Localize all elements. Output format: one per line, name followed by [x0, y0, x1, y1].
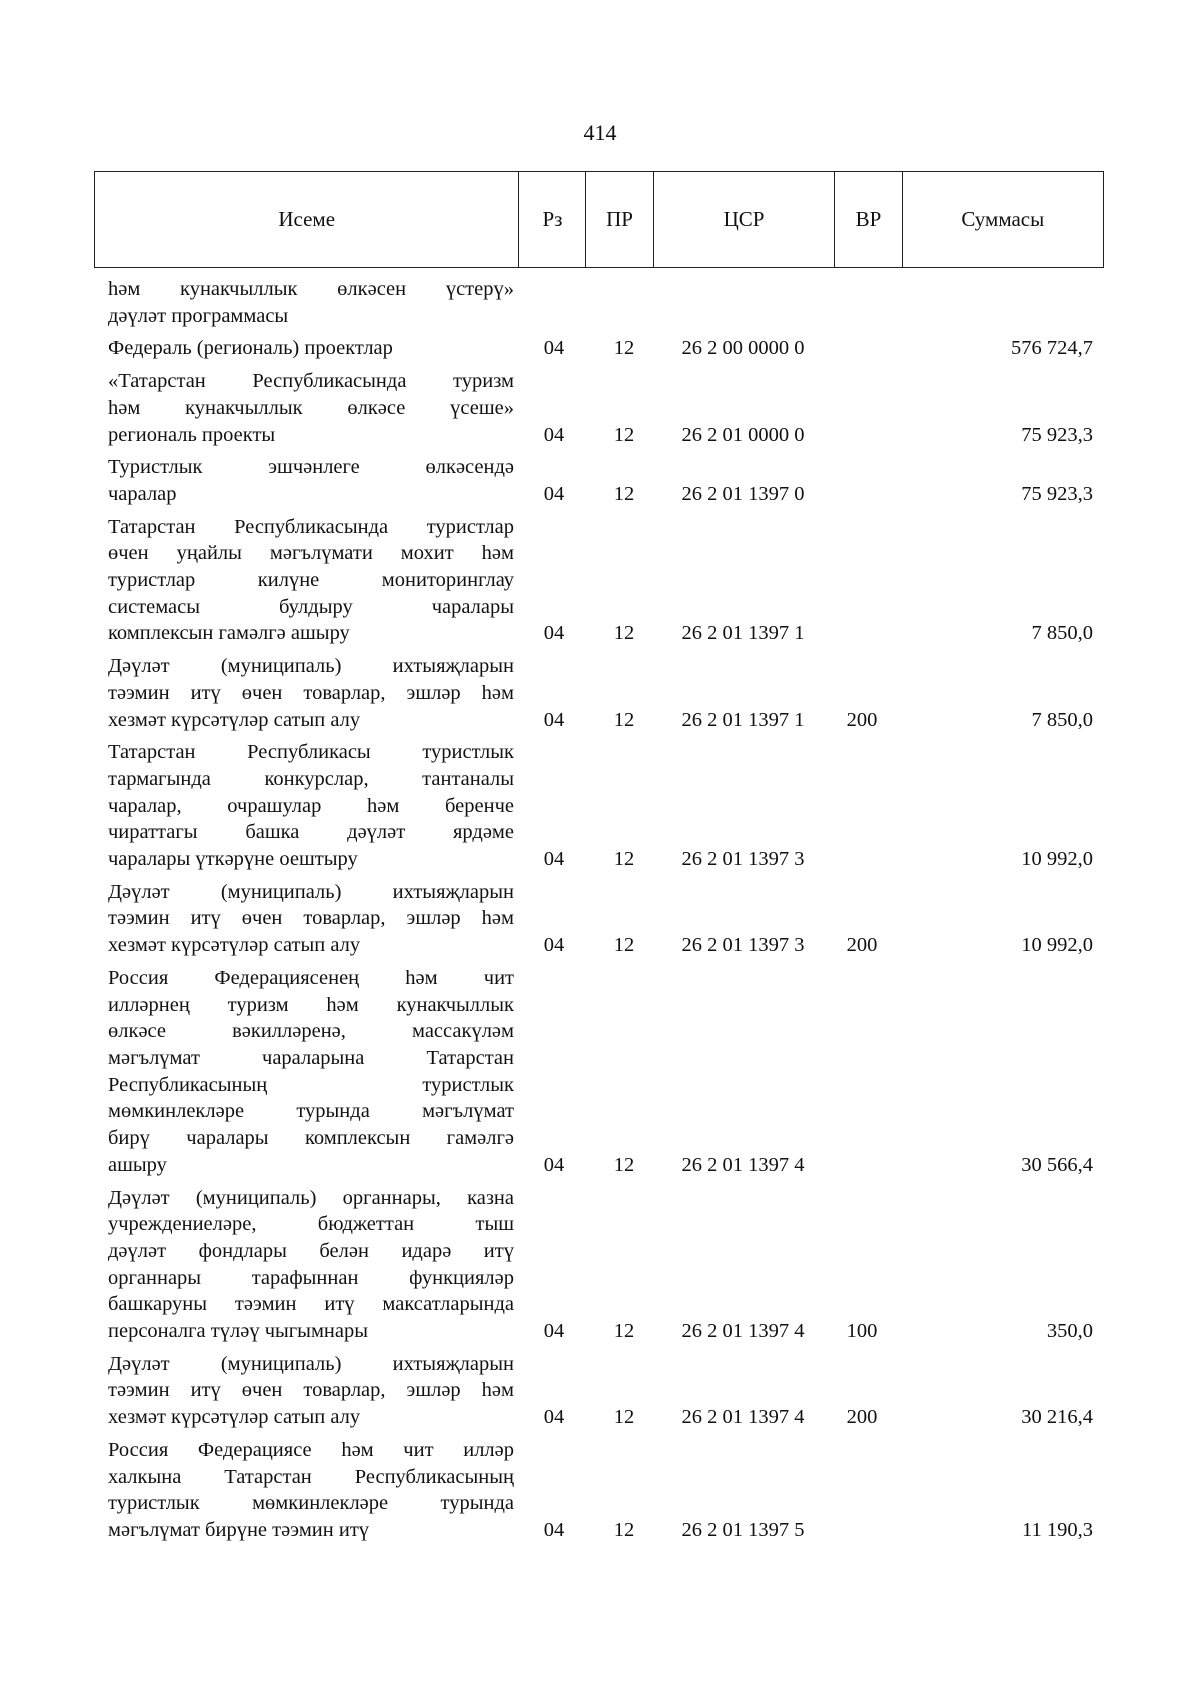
row-name-line: Россия Федерациясенең һәм чит — [108, 966, 514, 989]
row-name — [108, 653, 514, 733]
row-csr: 26 2 01 1397 4 — [681, 1406, 805, 1429]
row-sum: 75 923,3 — [1021, 482, 1093, 505]
row-name-line: Россия Федерациясе һәм чит илләр — [108, 1438, 514, 1461]
table-header — [94, 171, 1104, 268]
column-header-vr: ВР — [835, 172, 902, 268]
row-name-line: һәм кунакчыллык өлкәсен үстерү» — [108, 278, 514, 300]
row-name-line: өлкәсе вәкилләренә, массакүләм — [108, 1020, 514, 1043]
table-row — [108, 276, 1093, 329]
row-name-line: Дәүләт (муниципаль) органнары, казна — [108, 1186, 514, 1209]
row-name-line: өчен уңайлы мәгълүмати мохит һәм — [108, 542, 514, 565]
row-csr: 26 2 01 1397 4 — [681, 1320, 805, 1343]
row-name-line: Республикасының туристлык — [108, 1073, 514, 1096]
row-name-line: тәэмин итү өчен товарлар, эшләр һәм — [108, 681, 514, 704]
table-row — [108, 454, 1093, 507]
column-header-name: Исеме — [95, 172, 519, 268]
row-sum: 350,0 — [1046, 1320, 1093, 1343]
row-pr: 12 — [613, 1406, 635, 1429]
row-name-line: хезмәт күрсәтүләр сатып алу — [108, 708, 361, 731]
row-csr: 26 2 01 1397 1 — [681, 708, 805, 731]
table-row — [108, 1437, 1093, 1544]
table-row — [108, 739, 1093, 873]
row-name-line: Татарстан Республикасында туристлар — [108, 515, 514, 538]
row-name-line: Дәүләт (муниципаль) ихтыяҗларын — [108, 880, 514, 903]
row-name-line: Дәүләт (муниципаль) ихтыяҗларын — [108, 655, 514, 678]
row-name-line: туристлык мөмкинлекләре турында — [108, 1492, 514, 1515]
row-sum: 30 216,4 — [1021, 1406, 1093, 1429]
row-name — [108, 1351, 514, 1431]
row-rz: 04 — [543, 708, 565, 731]
row-name-line: чираттагы башка дәүләт ярдәме — [108, 821, 514, 844]
table-row — [108, 335, 1093, 362]
row-name-line: региональ проекты — [108, 423, 276, 446]
row-rz: 04 — [543, 1320, 565, 1343]
row-name-line: чаралар — [108, 482, 177, 505]
table-row — [108, 368, 1093, 448]
row-pr: 12 — [613, 848, 635, 871]
row-name-line: хезмәт күрсәтүләр сатып алу — [108, 1406, 361, 1429]
row-pr: 12 — [613, 482, 635, 505]
row-csr: 26 2 00 0000 0 — [681, 337, 805, 360]
row-csr: 26 2 01 1397 4 — [681, 1153, 805, 1176]
row-name-line: мөмкинлекләре турында мәгълүмат — [108, 1100, 514, 1123]
row-name-line: комплексын гамәлгә ашыру — [108, 622, 350, 645]
row-name-line: тәэмин итү өчен товарлар, эшләр һәм — [108, 1379, 514, 1402]
row-name-line: дәүләт фондлары белән идарә итү — [108, 1239, 514, 1262]
row-rz: 04 — [543, 482, 565, 505]
row-name — [108, 739, 514, 873]
column-header-csr: ЦСР — [653, 172, 835, 268]
row-name-line: мәгълүмат бирүне тәэмин итү — [108, 1518, 370, 1541]
row-name — [108, 965, 514, 1179]
row-sum: 7 850,0 — [1031, 708, 1093, 731]
row-name-line: чаралар, очрашулар һәм беренче — [108, 794, 514, 817]
row-vr: 200 — [846, 1406, 878, 1429]
column-header-sum: Суммасы — [902, 172, 1103, 268]
row-name-line: чаралары үткәрүне оештыру — [108, 848, 358, 871]
row-name — [108, 368, 514, 448]
row-csr: 26 2 01 1397 0 — [681, 482, 805, 505]
row-name-line: Дәүләт (муниципаль) ихтыяҗларын — [108, 1352, 514, 1375]
table-row — [108, 653, 1093, 733]
column-header-pr: ПР — [586, 172, 653, 268]
row-pr: 12 — [613, 1518, 635, 1541]
row-name-line: һәм кунакчыллык өлкәсе үсеше» — [108, 396, 514, 419]
row-name-line: тармагында конкурслар, тантаналы — [108, 767, 514, 790]
row-name-line: Татарстан Республикасы туристлык — [108, 741, 514, 764]
row-rz: 04 — [543, 1406, 565, 1429]
row-rz: 04 — [543, 423, 565, 446]
row-name-line: органнары тарафыннан функцияләр — [108, 1266, 514, 1289]
table-row — [108, 1351, 1093, 1431]
row-rz: 04 — [543, 1518, 565, 1541]
row-vr: 200 — [846, 934, 878, 957]
row-rz: 04 — [543, 1153, 565, 1176]
row-sum: 30 566,4 — [1021, 1153, 1093, 1176]
row-name-line: Федераль (региональ) проектлар — [108, 337, 393, 360]
row-csr: 26 2 01 1397 3 — [681, 848, 805, 871]
row-name — [108, 1437, 514, 1544]
table-body — [108, 276, 1093, 1544]
row-name-line: башкаруны тәэмин итү максатларында — [108, 1293, 514, 1316]
row-sum: 11 190,3 — [1022, 1518, 1093, 1541]
row-name-line: системасы булдыру чаралары — [108, 595, 514, 618]
row-csr: 26 2 01 1397 5 — [681, 1518, 805, 1541]
row-name-line: учреждениеләре, бюджеттан тыш — [108, 1213, 514, 1236]
table-row — [108, 514, 1093, 648]
row-name-line: туристлар килүне мониторинглау — [108, 569, 514, 592]
row-csr: 26 2 01 1397 3 — [681, 934, 805, 957]
row-sum: 10 992,0 — [1021, 848, 1093, 871]
row-csr: 26 2 01 0000 0 — [681, 423, 805, 446]
row-name-line: Туристлык эшчәнлеге өлкәсендә — [108, 456, 514, 479]
row-name-line: «Татарстан Республикасында туризм — [108, 370, 514, 393]
row-name — [108, 1185, 514, 1345]
row-sum: 7 850,0 — [1031, 622, 1093, 645]
row-name — [108, 335, 514, 362]
table-row — [108, 1185, 1093, 1345]
row-pr: 12 — [613, 337, 635, 360]
page-number: 414 — [583, 120, 617, 145]
row-name-line: тәэмин итү өчен товарлар, эшләр һәм — [108, 907, 514, 930]
row-rz: 04 — [543, 848, 565, 871]
row-name-line: илләрнең туризм һәм кунакчыллык — [108, 993, 514, 1016]
row-vr: 200 — [846, 708, 878, 731]
row-vr: 100 — [846, 1320, 878, 1343]
row-csr: 26 2 01 1397 1 — [681, 622, 805, 645]
row-name-line: халкына Татарстан Республикасының — [108, 1465, 514, 1488]
row-name-line: мәгълүмат чараларына Татарстан — [108, 1046, 514, 1069]
row-rz: 04 — [543, 934, 565, 957]
row-pr: 12 — [613, 423, 635, 446]
row-pr: 12 — [613, 622, 635, 645]
row-name — [108, 454, 514, 507]
row-name-line: персоналга түләү чыгымнары — [108, 1320, 369, 1343]
row-name — [108, 276, 514, 329]
row-rz: 04 — [543, 622, 565, 645]
row-name-line: бирү чаралары комплексын гамәлгә — [108, 1127, 514, 1150]
row-sum: 75 923,3 — [1021, 423, 1093, 446]
row-name-line: ашыру — [108, 1153, 167, 1176]
row-pr: 12 — [613, 708, 635, 731]
row-sum: 10 992,0 — [1021, 934, 1093, 957]
row-pr: 12 — [613, 934, 635, 957]
row-name — [108, 514, 514, 648]
row-pr: 12 — [613, 1320, 635, 1343]
row-name-line: хезмәт күрсәтүләр сатып алу — [108, 934, 361, 957]
table-row — [108, 965, 1093, 1179]
row-pr: 12 — [613, 1153, 635, 1176]
row-sum: 576 724,7 — [1011, 337, 1093, 360]
table-row — [108, 879, 1093, 959]
row-name-line: дәүләт программасы — [108, 304, 289, 327]
row-rz: 04 — [543, 337, 565, 360]
row-name — [108, 879, 514, 959]
column-header-rz: Рз — [519, 172, 586, 268]
